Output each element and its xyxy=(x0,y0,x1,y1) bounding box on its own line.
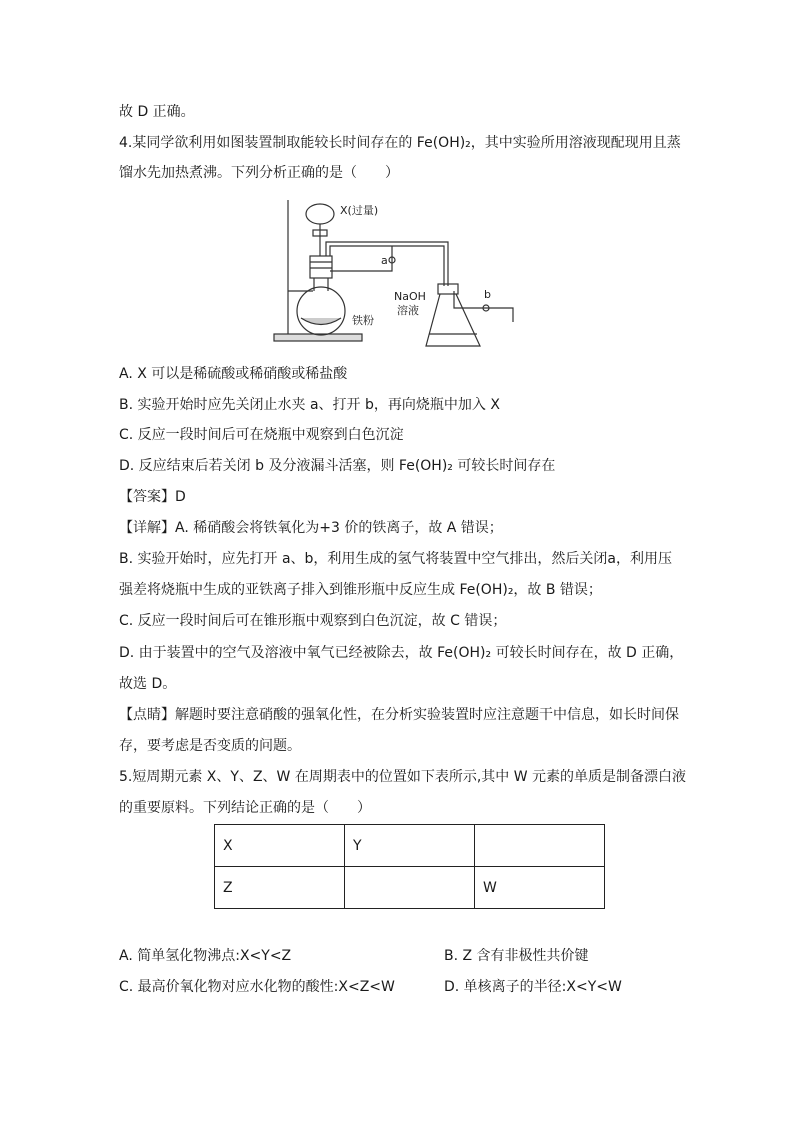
q4-option-c: C. 反应一段时间后可在烧瓶中观察到白色沉淀 xyxy=(119,427,404,443)
label-a: a xyxy=(381,254,388,267)
explanation-end: 故选 D。 xyxy=(119,676,177,692)
q4-option-d: D. 反应结束后若关闭 b 及分液漏斗活塞，则 Fe(OH)₂ 可较长时间存在 xyxy=(119,458,556,474)
remark: 【点睛】解题时要注意硝酸的强氧化性，在分析实验装置时应注意题干中信息，如长时间保 xyxy=(119,707,679,723)
q5-option-c: C. 最高价氧化物对应水化物的酸性:X<Z<W xyxy=(119,979,395,995)
remark-cont: 存，要考虑是否变质的问题。 xyxy=(119,738,301,754)
q4-option-a: A. X 可以是稀硫酸或稀硝酸或稀盐酸 xyxy=(119,366,348,382)
label-iron: 铁粉 xyxy=(352,314,374,327)
q5-option-b: B. Z 含有非极性共价键 xyxy=(444,948,589,964)
q4-option-b: B. 实验开始时应先关闭止水夹 a、打开 b，再向烧瓶中加入 X xyxy=(119,397,500,413)
explanation-c: C. 反应一段时间后可在锥形瓶中观察到白色沉淀，故 C 错误； xyxy=(119,613,507,629)
label-naoh: NaOH xyxy=(394,290,426,303)
label-x: X(过量) xyxy=(340,204,379,217)
cell-empty xyxy=(345,867,475,909)
cell-w: W xyxy=(475,867,605,909)
question-5-stem-cont: 的重要原料。下列结论正确的是（ ） xyxy=(119,800,371,816)
question-4-stem: 4.某同学欲利用如图装置制取能较长时间存在的 Fe(OH)₂，其中实验所用溶液现配现用且蒸 xyxy=(119,135,681,151)
explanation-b-cont: 强差将烧瓶中生成的亚铁离子排入到锥形瓶中反应生成 Fe(OH)₂，故 B 错误； xyxy=(119,582,602,598)
periodic-table-excerpt xyxy=(214,824,605,909)
cell-z: Z xyxy=(215,867,345,909)
question-5-stem: 5.短周期元素 X、Y、Z、W 在周期表中的位置如下表所示,其中 W 元素的单质是制备漂白液 xyxy=(119,769,687,785)
cell-x: X xyxy=(215,825,345,867)
table-row xyxy=(215,867,605,909)
answer-line: 【答案】D xyxy=(119,489,186,505)
cell-empty xyxy=(475,825,605,867)
q5-option-d: D. 单核离子的半径:X<Y<W xyxy=(444,979,622,995)
label-solution: 溶液 xyxy=(397,304,419,317)
apparatus-diagram xyxy=(268,196,528,352)
explanation-b: B. 实验开始时，应先打开 a、b，利用生成的氢气将装置中空气排出，然后关闭a，利用压 xyxy=(119,551,672,567)
table-row xyxy=(215,825,605,867)
cell-y: Y xyxy=(345,825,475,867)
q5-option-a: A. 简单氢化物沸点:X<Y<Z xyxy=(119,948,292,964)
label-b: b xyxy=(484,288,491,301)
explanation-d: D. 由于装置中的空气及溶液中氧气已经被除去，故 Fe(OH)₂ 可较长时间存在，故 D 正确， xyxy=(119,645,684,661)
text-line-0: 故 D 正确。 xyxy=(119,104,195,120)
question-4-stem-cont: 馏水先加热煮沸。下列分析正确的是（ ） xyxy=(119,165,399,181)
explanation-a: 【详解】A. 稀硝酸会将铁氧化为+3 价的铁离子，故 A 错误； xyxy=(119,520,503,536)
